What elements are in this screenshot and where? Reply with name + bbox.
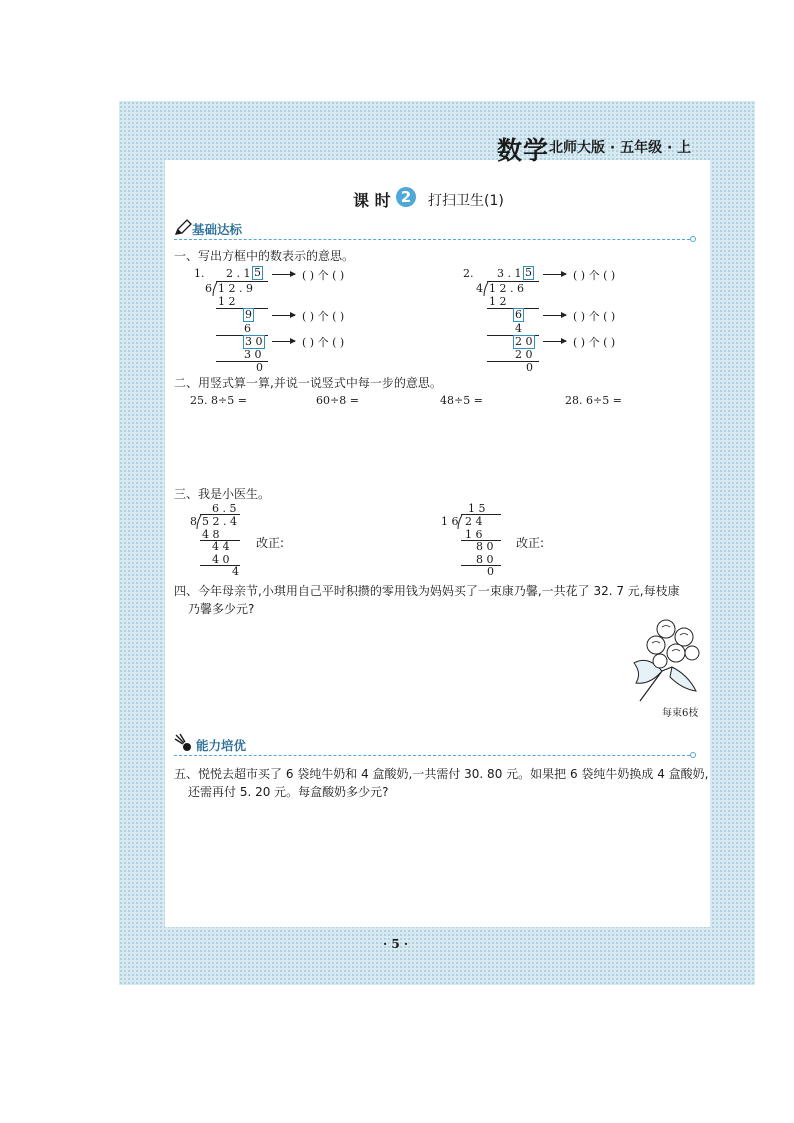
arrow-icon [543,341,566,342]
arrow-icon [543,274,566,275]
q1p1-quotient: 2 . 1 [226,267,251,280]
q2-item: 25. 8÷5 = [190,394,247,407]
q3p2-step4: 0 [487,565,494,578]
q2-item: 60÷8 = [316,394,359,407]
section-basic-title: 基础达标 [192,222,243,237]
q1p1-number: 1. [194,267,205,280]
section-divider [174,239,690,240]
q1p1-step2-box: 9 [245,308,252,321]
q3p2-step1: 1 6 [465,528,483,541]
q1p2-step5: 2 0 [515,348,533,361]
lesson-title: 打扫卫生(1) [428,193,504,209]
q4-line2: 乃馨多少元? [188,602,255,616]
section-divider [174,755,690,756]
correction-label: 改正: [256,536,285,550]
q1p2-step4-box: 2 0 [515,335,533,348]
q3p2-step2: 8 0 [476,540,494,553]
q1p1-step5: 3 0 [244,348,262,361]
edition-label: 北师大版 · 五年级 · 上 [549,140,692,156]
q3p1-dividend: 5 2 . 4 [202,515,237,528]
q3-title: 三、我是小医生。 [174,487,271,501]
q3p1-step2: 4 4 [212,540,230,553]
divider-end [690,752,696,758]
q1p2-dividend: 1 2 . 6 [489,282,524,295]
q3p1-quotient: 6 . 5 [212,502,237,515]
arrow-icon [272,341,295,342]
q1p1-step1: 1 2 [218,295,236,308]
bouquet-caption: 每束6枝 [662,708,699,719]
lesson-label: 课 时 [353,191,391,210]
q3p1-divisor: 8 [190,515,197,528]
answer-blank[interactable]: ( ) 个 ( ) [573,336,616,349]
q1p1-dividend: 1 2 . 9 [218,282,253,295]
q3p2-quotient: 1 5 [468,502,486,515]
correction-label: 改正: [516,536,545,550]
divider-end [690,236,696,242]
q1p1-step6: 0 [256,361,263,374]
flower-bouquet-icon [632,615,704,707]
q5-line2: 还需再付 5. 20 元。每盒酸奶多少元? [188,785,389,799]
q3p2-divisor: 1 6 [441,515,459,528]
q1p2-divisor: 4 [476,282,483,295]
answer-blank[interactable]: ( ) 个 ( ) [573,269,616,282]
answer-blank[interactable]: ( ) 个 ( ) [302,336,345,349]
step-line [461,565,501,566]
q1p1-step3: 6 [244,322,251,335]
arrow-icon [543,315,566,316]
q1p2-number: 2. [463,267,474,280]
page-number: · 5 · [383,937,409,951]
answer-blank[interactable]: ( ) 个 ( ) [302,310,345,323]
arrow-icon [272,274,295,275]
q2-item: 28. 6÷5 = [565,394,622,407]
answer-blank[interactable]: ( ) 个 ( ) [302,269,345,282]
q1p2-quotient: 3 . 1 [497,267,522,280]
q1-title: 一、写出方框中的数表示的意思。 [174,249,355,263]
q2-item: 48÷5 = [440,394,483,407]
q3p2-step3: 8 0 [476,553,494,566]
arrow-icon [272,315,295,316]
q1p1-step4-box: 3 0 [245,335,263,348]
division-bracket [457,514,463,528]
q1p1-divisor: 6 [205,282,212,295]
q1p2-step3: 4 [515,322,522,335]
step-line [216,308,268,309]
q1p2-step2-box: 6 [515,308,522,321]
q3p1-step1: 4 8 [202,528,220,541]
q3p1-step3: 4 0 [212,553,230,566]
pencil-icon [174,219,192,241]
q3p2-dividend: 2 4 [465,515,483,528]
q5-line1: 五、悦悦去超市买了 6 袋纯牛奶和 4 盒酸奶,一共需付 30. 80 元。如果把 6 袋纯牛奶换成 4 盒酸奶, [174,767,709,781]
badminton-icon [174,733,194,757]
lesson-number-badge: 2 [396,187,416,207]
q1p2-step6: 0 [526,361,533,374]
subject-title: 数学 [497,136,550,165]
section-advanced-title: 能力培优 [196,738,247,753]
q1p1-quotient-box: 5 [254,266,261,279]
q1p2-quotient-box: 5 [525,266,532,279]
answer-blank[interactable]: ( ) 个 ( ) [573,310,616,323]
q4-line1: 四、今年母亲节,小琪用自己平时积攒的零用钱为妈妈买了一束康乃馨,一共花了 32. 7 元,每枝康 [174,584,680,598]
q3p1-step4: 4 [232,565,239,578]
q1p2-step1: 1 2 [489,295,507,308]
q2-title: 二、用竖式算一算,并说一说竖式中每一步的意思。 [174,376,442,390]
